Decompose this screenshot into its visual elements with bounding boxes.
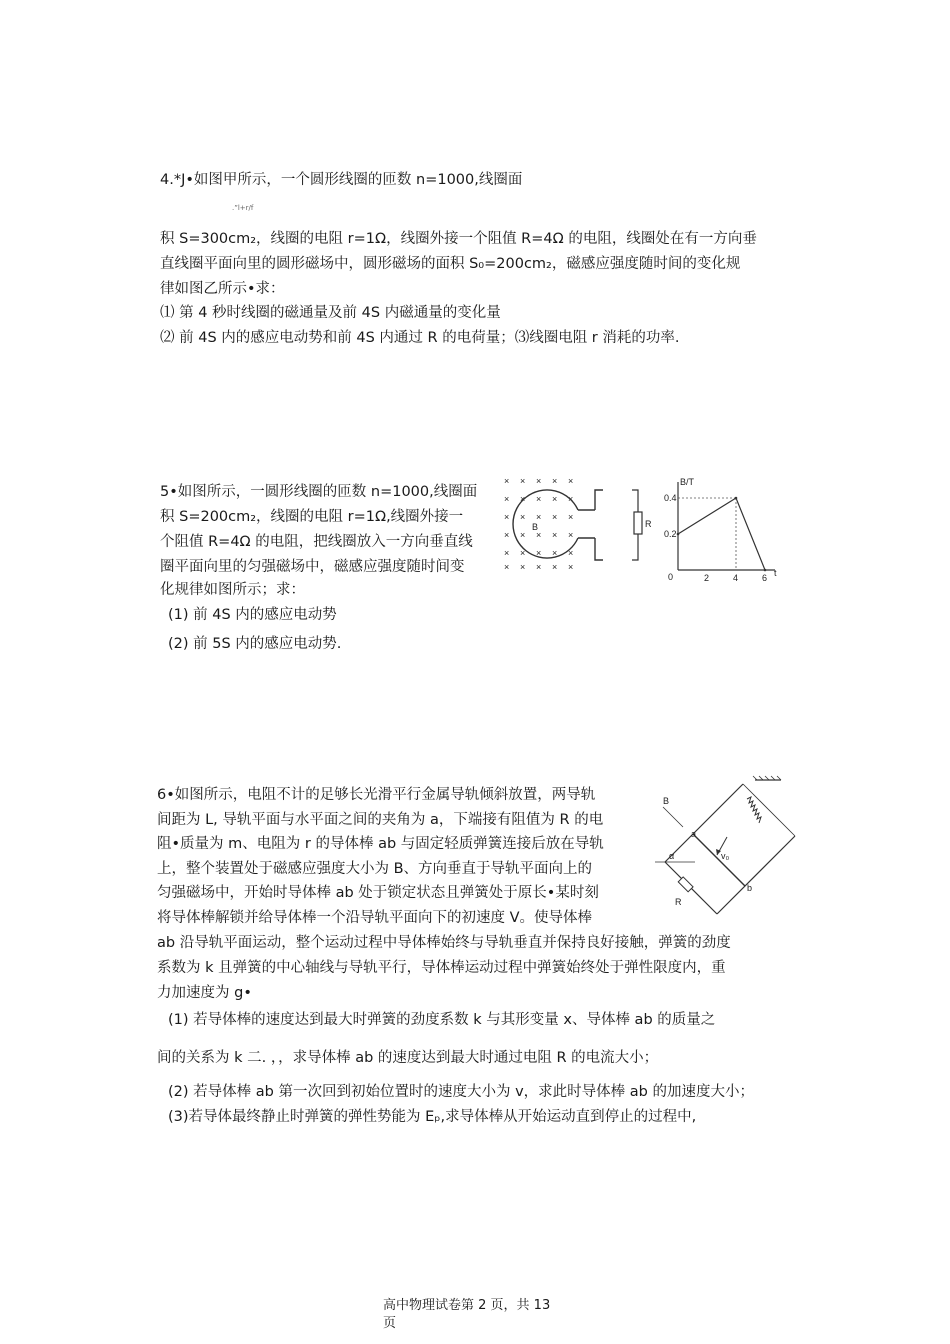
field-cross: ×	[552, 512, 558, 522]
rail-resistor	[678, 877, 693, 892]
rail-figure	[655, 777, 795, 920]
field-cross: ×	[536, 494, 542, 504]
q5-line-5: 化规律如图所示；求：	[160, 582, 305, 598]
field-cross: ×	[552, 476, 558, 486]
x-tick-2: 2	[704, 573, 710, 583]
field-cross: ×	[536, 548, 542, 558]
field-cross: ×	[520, 476, 526, 486]
field-cross: ×	[520, 530, 526, 540]
label-R: R	[675, 897, 682, 907]
field-cross: ×	[568, 562, 574, 572]
x-tick-4: 4	[733, 573, 739, 583]
field-cross: ×	[504, 494, 510, 504]
q6-sub-1b: 间的关系为 k 二. ，，求导体棒 ab 的速度达到最大时通过电阻 R 的电流大小；	[157, 1050, 659, 1066]
rail-right	[717, 836, 795, 914]
x-tick-6: 6	[762, 573, 768, 583]
q4-line-6: ⑵ 前 4S 内的感应电动势和前 4S 内通过 R 的电荷量；⑶线圈电阻 r 消耗的功率.	[160, 330, 680, 346]
q6-line-4: 上，整个装置处于磁感应强度大小为 B、方向垂直于导轨平面向上的	[157, 861, 593, 877]
field-B-arrow	[663, 807, 683, 827]
field-cross: ×	[568, 548, 574, 558]
field-cross: ×	[552, 494, 558, 504]
q4-line-3: 直线圈平面向里的圆形磁场中，圆形磁场的面积 S₀=200cm₂，磁感应强度随时间的变化规	[160, 256, 741, 272]
series-line	[678, 498, 765, 570]
field-cross: ×	[520, 494, 526, 504]
label-v0: v₀	[721, 851, 730, 861]
q6-line-8: 系数为 k 且弹簧的中心轴线与导轨平行，导体棒运动过程中弹簧始终处于弹性限度内，重	[157, 960, 726, 976]
data-point	[764, 569, 767, 572]
y-axis-label: B/T	[680, 477, 695, 487]
field-cross: ×	[504, 562, 510, 572]
field-cross: ×	[504, 512, 510, 522]
footer-line-1: 高中物理试卷第 2 页，共 13	[383, 1298, 551, 1313]
q6-line-7: ab 沿导轨平面运动，整个运动过程中导体棒始终与导轨垂直并保持良好接触，弹簧的劲度	[157, 935, 731, 951]
x-axis-label: t	[774, 568, 777, 578]
data-point	[677, 533, 680, 536]
q6-line-5: 匀强磁场中，开始时导体棒 ab 处于锁定状态且弹簧处于原长•某时刻	[157, 885, 599, 901]
field-cross: ×	[520, 548, 526, 558]
q6-sub-1: (1) 若导体棒的速度达到最大时弹簧的劲度系数 k 与其形变量 x、导体棒 ab 的质量之	[168, 1012, 716, 1028]
data-point	[735, 497, 738, 500]
rail-left	[665, 784, 743, 862]
footer-line-2: 页	[383, 1316, 397, 1331]
field-cross: ×	[536, 512, 542, 522]
spring	[747, 797, 761, 823]
resistor	[634, 512, 642, 534]
q6-line-6: 将导体棒解锁并给导体棒一个沿导轨平面向下的初速度 V。使导体棒	[157, 910, 593, 926]
origin-label: 0	[668, 572, 674, 582]
q4-line-5: ⑴ 第 4 秒时线圈的磁通量及前 4S 内磁通量的变化量	[160, 305, 501, 321]
field-cross: ×	[552, 562, 558, 572]
field-cross: ×	[568, 530, 574, 540]
field-cross: ×	[568, 476, 574, 486]
top-support	[743, 784, 795, 836]
q5-sub-2: (2) 前 5S 内的感应电动势.	[168, 636, 342, 652]
q6-line-2: 间距为 L, 导轨平面与水平面之间的夹角为 a，下端接有阻值为 R 的电	[157, 812, 604, 828]
resistor-label: R	[645, 519, 652, 529]
q5-line-4: 圈平面向里的匀强磁场中，磁感应强度随时间变	[160, 559, 465, 575]
label-alpha: α	[669, 851, 675, 861]
q6-sub-3: (3)若导体最终静止时弹簧的弹性势能为 Eₚ,求导体棒从开始运动直到停止的过程中,	[168, 1109, 697, 1125]
field-cross: ×	[536, 562, 542, 572]
field-cross: ×	[536, 530, 542, 540]
y-tick-0.2: 0.2	[664, 529, 677, 539]
q5-line-2: 积 S=200cm₂，线圈的电阻 r=1Ω,线圈外接一	[160, 509, 464, 525]
q6-line-1: 6•如图所示，电阻不计的足够长光滑平行金属导轨倾斜放置，两导轨	[157, 787, 596, 803]
q4-noise: .”l+r/f	[232, 204, 254, 212]
q4-line-1: 4.*J•如图甲所示，一个圆形线圈的匝数 n=1000,线圈面	[160, 172, 523, 188]
field-cross: ×	[552, 530, 558, 540]
field-cross: ×	[552, 548, 558, 558]
field-cross: ×	[568, 494, 574, 504]
label-b: b	[747, 883, 753, 893]
q4-line-4: 律如图乙所示•求：	[160, 281, 285, 297]
field-label: B	[532, 522, 539, 532]
q5-sub-1: (1) 前 4S 内的感应电动势	[168, 607, 337, 623]
label-B: B	[663, 796, 670, 806]
label-a: a	[691, 829, 697, 839]
field-cross: ×	[504, 530, 510, 540]
field-cross: ×	[504, 476, 510, 486]
bt-graph	[660, 478, 785, 583]
field-cross: ×	[520, 562, 526, 572]
y-tick-0.4: 0.4	[664, 493, 677, 503]
q5-line-1: 5•如图所示，一圆形线圈的匝数 n=1000,线圈面	[160, 484, 478, 500]
coil-figure	[500, 478, 650, 578]
page-footer	[383, 1297, 550, 1333]
field-cross: ×	[504, 548, 510, 558]
field-cross: ×	[520, 512, 526, 522]
q4-line-2: 积 S=300cm₂，线圈的电阻 r=1Ω，线圈外接一个阻值 R=4Ω 的电阻，线圈处在有一方向垂	[160, 231, 757, 247]
q5-line-3: 个阻值 R=4Ω 的电阻，把线圈放入一方向垂直线	[160, 534, 473, 550]
q6-line-9: 力加速度为 g•	[157, 985, 252, 1001]
conductor-ab	[693, 834, 745, 886]
field-cross: ×	[568, 512, 574, 522]
field-cross: ×	[536, 476, 542, 486]
q6-line-3: 阻•质量为 m、电阻为 r 的导体棒 ab 与固定轻质弹簧连接后放在导轨	[157, 836, 604, 852]
q6-sub-2: (2) 若导体棒 ab 第一次回到初始位置时的速度大小为 v，求此时导体棒 ab 的加速度大小；	[168, 1084, 754, 1100]
